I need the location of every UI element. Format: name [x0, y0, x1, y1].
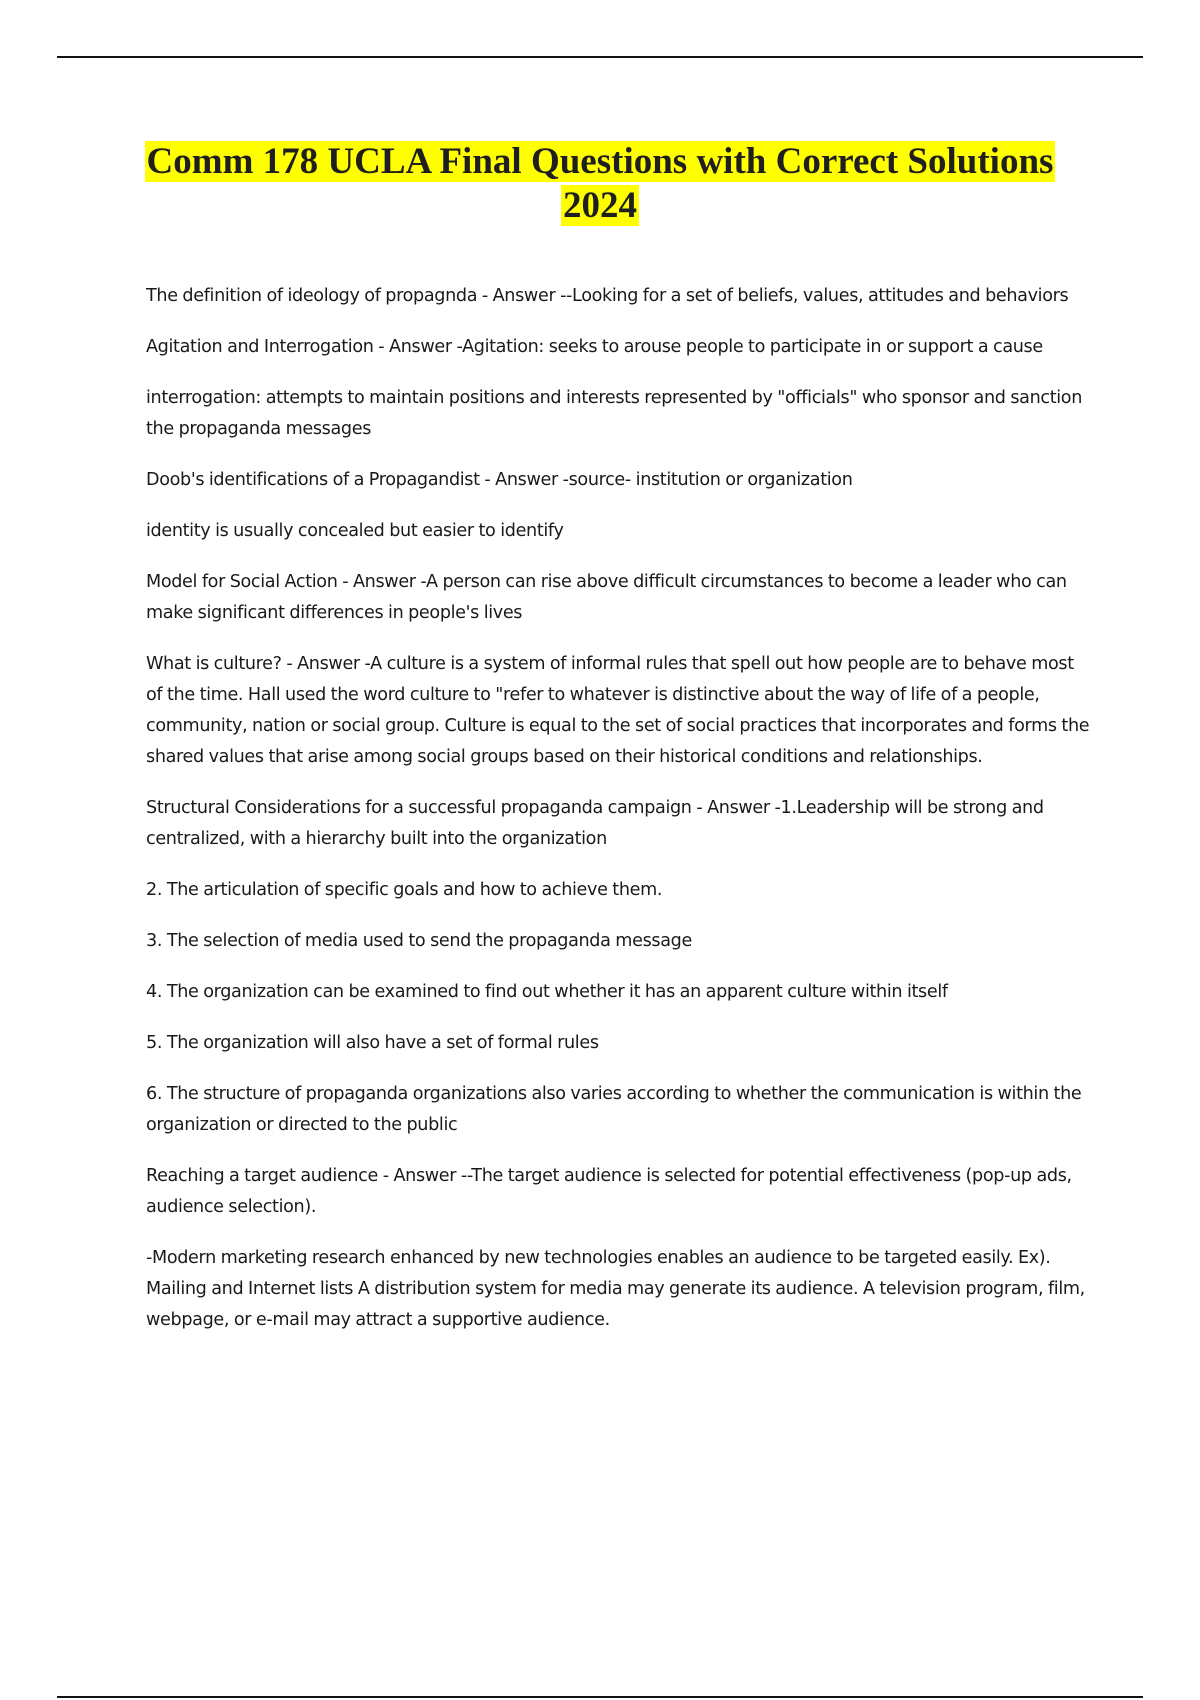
document-title [145, 141, 1056, 226]
paragraph-identity: identity is usually concealed but easier to identify [146, 521, 564, 541]
title-line-2: 2024 [563, 185, 637, 226]
paragraph-item-6: 6. The structure of propaganda organizations also varies according to whether the communication is within the organization or directed to the public [146, 1084, 1082, 1135]
title-line-1: Comm 178 UCLA Final Questions with Correct Solutions [146, 141, 1054, 182]
paragraph-interrogation: interrogation: attempts to maintain positions and interests represented by "officials" who sponsor and sanction the propaganda messages [146, 388, 1082, 439]
paragraph-item-3: 3. The selection of media used to send the propaganda message [146, 931, 692, 951]
title-block [57, 140, 1143, 228]
paragraph-item-2: 2. The articulation of specific goals and how to achieve them. [146, 880, 663, 900]
footer-rule [57, 1696, 1143, 1698]
paragraph-culture: What is culture? - Answer -A culture is a system of informal rules that spell out how people are to behave most of the time. Hall used the word culture to "refer to whatever is distinctive about the way of life of a people, community, nation or social group. Culture is equal to the set of social practices that incorporates and forms the shared values that arise among social groups based on their historical conditions and relationships. [146, 654, 1090, 767]
paragraph-doob: Doob's identifications of a Propagandist - Answer -source- institution or organization [146, 470, 853, 490]
paragraph-item-5: 5. The organization will also have a set of formal rules [146, 1033, 599, 1053]
paragraph-social-action: Model for Social Action - Answer -A person can rise above difficult circumstances to become a leader who can make significant differences in people's lives [146, 572, 1067, 623]
paragraph-agitation: Agitation and Interrogation - Answer -Agitation: seeks to arouse people to participate in or support a cause [146, 337, 1043, 357]
paragraph-structural: Structural Considerations for a successful propaganda campaign - Answer -1.Leadership will be strong and centralized, with a hierarchy built into the organization [146, 798, 1044, 849]
paragraph-marketing: -Modern marketing research enhanced by new technologies enables an audience to be targeted easily. Ex). Mailing and Internet lists A distribution system for media may generate its audience. A television program, film, webpage, or e-mail may attract a supportive audience. [146, 1248, 1085, 1330]
paragraph-target-audience: Reaching a target audience - Answer --The target audience is selected for potential effectiveness (pop-up ads, audience selection). [146, 1166, 1072, 1217]
paragraph-item-4: 4. The organization can be examined to find out whether it has an apparent culture within itself [146, 982, 948, 1002]
document-body [146, 281, 1090, 1356]
paragraph-ideology: The definition of ideology of propagnda - Answer --Looking for a set of beliefs, values, attitudes and behaviors [146, 286, 1069, 306]
header-rule [57, 56, 1143, 58]
